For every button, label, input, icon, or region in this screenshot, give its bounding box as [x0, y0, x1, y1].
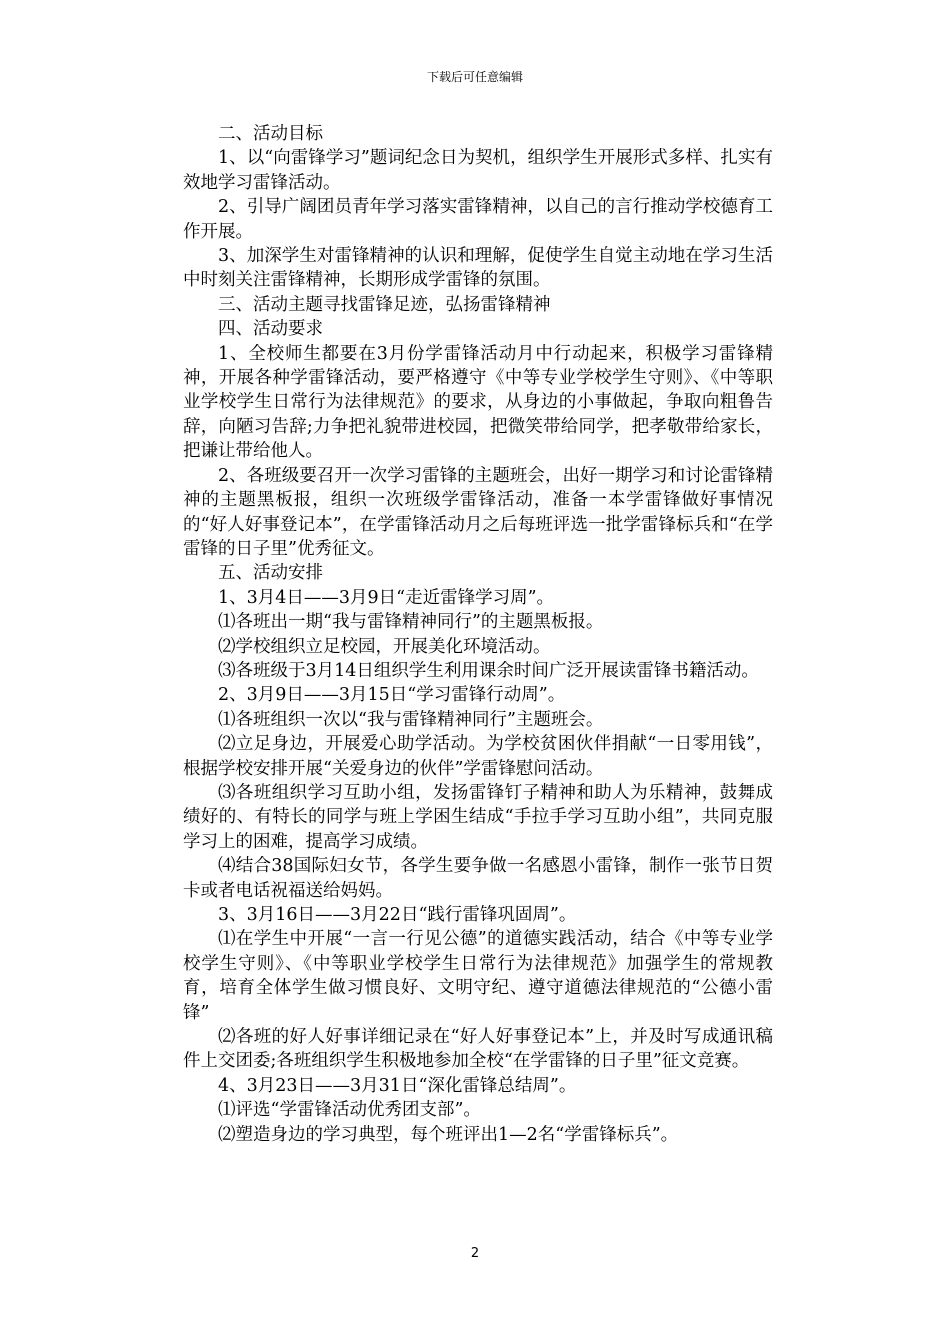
paragraph: ⑴在学生中开展“一言一行见公德”的道德实践活动，结合《中等专业学校学生守则》、《中等职业学校学生日常行为法律规范》加强学生的常规教育，培育全体学生做习惯良好、文明守纪、遵守道德法律规范的“公德小雷锋” — [183, 929, 773, 1023]
paragraph: ⑵各班的好人好事详细记录在“好人好事登记本”上，并及时写成通讯稿件上交团委;各班组织学生积极地参加全校“在学雷锋的日子里”征文竞赛。 — [183, 1027, 773, 1072]
paragraph: 2、3月9日——3月15日“学习雷锋行动周”。 — [218, 685, 566, 706]
paragraph: ⑶各班级于3月14日组织学生利用课余时间广泛开展读雷锋书籍活动。 — [218, 660, 759, 681]
paragraph: 1、以“向雷锋学习”题词纪念日为契机，组织学生开展形式多样、扎实有效地学习雷锋活动。 — [183, 148, 773, 193]
heading-activity-schedule: 五、活动安排 — [218, 563, 323, 584]
paragraph: 2、引导广阔团员青年学习落实雷锋精神，以自己的言行推动学校德育工作开展。 — [183, 197, 773, 242]
paragraph: 3、加深学生对雷锋精神的认识和理解，促使学生自觉主动地在学习生活中时刻关注雷锋精神，长期形成学雷锋的氛围。 — [183, 246, 773, 291]
paragraph: 1、全校师生都要在3月份学雷锋活动月中行动起来，积极学习雷锋精神，开展各种学雷锋活动，要严格遵守《中等专业学校学生守则》、《中等职业学校学生日常行为法律规范》的要求，从身边的小事做起，争取向粗鲁告辞，向陋习告辞;力争把礼貌带进校园，把微笑带给同学，把孝敬带给家长，把谦让带给他人。 — [183, 343, 773, 462]
paragraph: ⑵塑造身边的学习典型，每个班评出1—2名“学雷锋标兵”。 — [218, 1124, 679, 1145]
heading-activity-goals: 二、活动目标 — [218, 124, 323, 144]
paragraph: ⑷结合38国际妇女节，各学生要争做一名感恩小雷锋，制作一张节日贺卡或者电话祝福送给妈妈。 — [183, 856, 773, 901]
paragraph: 2、各班级要召开一次学习雷锋的主题班会，出好一期学习和讨论雷锋精神的主题黑板报，组织一次班级学雷锋活动，准备一本学雷锋做好事情况的“好人好事登记本”，在学雷锋活动月之后每班评选一批学雷锋标兵和“在学雷锋的日子里”优秀征文。 — [183, 465, 773, 559]
paragraph: ⑴各班出一期“我与雷锋精神同行”的主题黑板报。 — [218, 612, 604, 633]
page-number: 2 — [470, 1246, 480, 1261]
paragraph: 3、3月16日——3月22日“践行雷锋巩固周”。 — [218, 905, 577, 925]
paragraph: 4、3月23日——3月31日“深化雷锋总结周”。 — [218, 1075, 577, 1096]
heading-activity-requirements: 四、活动要求 — [218, 319, 323, 340]
paragraph: 1、3月4日——3月9日“走近雷锋学习周”。 — [218, 587, 555, 608]
page-header: 下载后可任意编辑 — [426, 70, 523, 84]
paragraph: ⑴评选“学雷锋活动优秀团支部”。 — [218, 1100, 481, 1121]
heading-activity-theme: 三、活动主题寻找雷锋足迹，弘扬雷锋精神 — [218, 294, 551, 315]
document-body — [183, 122, 773, 1147]
paragraph: ⑵立足身边，开展爱心助学活动。为学校贫困伙伴捐献“一日零用钱”，根据学校安排开展“关爱身边的伙伴”学雷锋慰问活动。 — [183, 734, 773, 779]
paragraph: ⑶各班组织学习互助小组，发扬雷锋钉子精神和助人为乐精神，鼓舞成绩好的、有特长的同学与班上学困生结成“手拉手学习互助小组”，共同克服学习上的困难，提高学习成绩。 — [183, 782, 773, 852]
paragraph: ⑴各班组织一次以“我与雷锋精神同行”主题班会。 — [218, 709, 604, 730]
paragraph: ⑵学校组织立足校园，开展美化环境活动。 — [218, 636, 551, 657]
